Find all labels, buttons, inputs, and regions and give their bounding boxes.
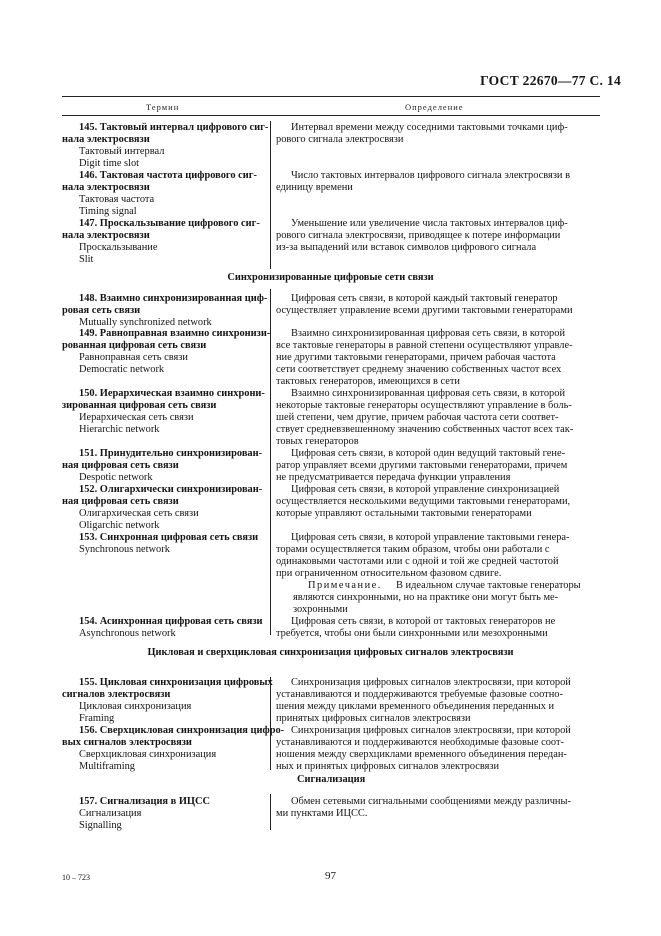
term-title-continued: нала электросвязи: [62, 182, 150, 193]
definition-line: при ограниченном относительном фазовом сдвиге.: [276, 568, 502, 579]
definition-line: Обмен сетевыми сигнальными сообщениями между различны-: [291, 796, 571, 807]
term-number-title: 153. Синхронная цифровая сеть связи: [79, 532, 259, 543]
term-title-continued: ная цифровая сеть связи: [62, 496, 179, 507]
definition-line: устанавливаются и поддерживаются требуемые фазовые соотно-: [276, 689, 563, 700]
term-number-title: 154. Асинхронная цифровая сеть связи: [79, 616, 263, 627]
definition-line: Синхронизация цифровых сигналов электросвязи, при которой: [291, 677, 571, 688]
note-line: являются синхронными, но на практике они могут быть ме-: [293, 592, 559, 603]
term-number-title: 156. Сверхцикловая синхронизация цифро-: [79, 725, 285, 736]
term-number-title: 152. Олигархически синхронизирован-: [79, 484, 263, 495]
definition-line: рового сигнала электросвязи, приводящее к потере информации: [276, 230, 561, 241]
term-english: Digit time slot: [79, 158, 140, 169]
term-english: Framing: [79, 713, 115, 724]
term-number-title: 150. Иерархическая взаимно синхрони-: [79, 388, 265, 399]
term-title-continued: рованная цифровая сеть связи: [62, 340, 207, 351]
definition-line: осуществляется несколькими ведущими тактовыми генераторами,: [276, 496, 571, 507]
definition-line: Число тактовых интервалов цифрового сигнала электросвязи в: [291, 170, 570, 181]
term-synonym: Иерархическая сеть связи: [79, 412, 194, 423]
definition-line: принятых цифровых сигналов электросвязи: [276, 713, 471, 724]
definition-line: Цифровая сеть связи, в которой каждый тактовый генератор: [291, 293, 558, 304]
term-english: Multiframing: [79, 761, 135, 772]
column-divider: [270, 794, 271, 830]
definition-line: все тактовые генераторы в равной степени осуществляют управле-: [276, 340, 573, 351]
term-number-title: 147. Проскальзывание цифрового сиг-: [79, 218, 260, 229]
term-english: Hierarchic network: [79, 424, 160, 435]
term-title-continued: нала электросвязи: [62, 230, 150, 241]
term-synonym: Равноправная сеть связи: [79, 352, 188, 363]
term-english: Signalling: [79, 820, 122, 831]
term-title-continued: ная цифровая сеть связи: [62, 460, 179, 471]
term-synonym: Тактовый интервал: [79, 146, 165, 157]
table-top-rule: [62, 96, 600, 97]
term-title-continued: сигналов электросвязи: [62, 689, 171, 700]
definition-line: ние другими тактовыми генераторами, причем рабочая частота: [276, 352, 556, 363]
definition-line: устанавливаются и поддерживаются необходимые фазовые соот-: [276, 737, 564, 748]
term-synonym: Сверхцикловая синхронизация: [79, 749, 217, 760]
note-line: В идеальном случае тактовые генераторы: [396, 580, 581, 591]
definition-line: осуществляет управление всеми другими тактовыми генераторами: [276, 305, 573, 316]
note-label: Примечание.: [308, 580, 382, 591]
term-number-title: 145. Тактовый интервал цифрового сиг-: [79, 122, 269, 133]
term-synonym: Олигархическая сеть связи: [79, 508, 199, 519]
term-title-continued: вых сигналов электросвязи: [62, 737, 192, 748]
term-english: Despotic network: [79, 472, 153, 483]
column-divider: [270, 121, 271, 269]
definition-line: Цифровая сеть связи, в которой от тактовых генераторов не: [291, 616, 556, 627]
definition-line: из-за выпадений или вставок символов цифрового сигнала: [276, 242, 537, 253]
term-english: Oligarchic network: [79, 520, 160, 531]
definition-line: Цифровая сеть связи, в которой управление тактовыми генера-: [291, 532, 570, 543]
term-synonym: Цикловая синхронизация: [79, 701, 192, 712]
definition-line: Синхронизация цифровых сигналов электросвязи, при которой: [291, 725, 571, 736]
term-english: Asynchronous network: [79, 628, 176, 639]
footer-code: 10 – 723: [62, 873, 90, 882]
section-heading: Сигнализация: [297, 774, 366, 785]
definition-line: некоторые тактовые генераторы осуществляют управление в боль-: [276, 400, 572, 411]
term-number-title: 155. Цикловая синхронизация цифровых: [79, 677, 273, 688]
column-divider: [270, 289, 271, 635]
page-header: ГОСТ 22670—77 С. 14: [480, 73, 621, 88]
term-english: Slit: [79, 254, 94, 265]
term-number-title: 148. Взаимно синхронизированная циф-: [79, 293, 268, 304]
section-heading: Синхронизированные цифровые сети связи: [227, 272, 434, 283]
definition-line: ми пунктами ИЦСС.: [276, 808, 368, 819]
definition-line: торами осуществляется таким образом, чтобы они работали с: [276, 544, 550, 555]
term-number-title: 151. Принудительно синхронизирован-: [79, 448, 263, 459]
section-heading: Цикловая и сверхцикловая синхронизация цифровых сигналов электросвязи: [147, 647, 514, 658]
definition-line: не предусматривается передача функции управления: [276, 472, 511, 483]
definition-line: Взаимно синхронизированная цифровая сеть связи, в которой: [291, 328, 566, 339]
definition-line: одинаковыми частотами или с одной и той же средней частотой: [276, 556, 559, 567]
definition-line: Цифровая сеть связи, в которой управление синхронизацией: [291, 484, 560, 495]
term-title-continued: зированная цифровая сеть связи: [62, 400, 217, 411]
term-number-title: 146. Тактовая частота цифрового сиг-: [79, 170, 257, 181]
definition-line: ношения между сверхциклами временного объединения передан-: [276, 749, 567, 760]
definition-line: которые управляют остальными тактовыми генераторами: [276, 508, 532, 519]
definition-line: единицу времени: [276, 182, 353, 193]
definition-line: Уменьшение или увеличение числа тактовых интервалов циф-: [291, 218, 568, 229]
definition-line: Интервал времени между соседними тактовыми точками циф-: [291, 122, 568, 133]
term-number-title: 149. Равноправная взаимно синхронизи-: [79, 328, 271, 339]
definition-line: Цифровая сеть связи, в которой один ведущий тактовый гене-: [291, 448, 566, 459]
definition-line: ствует средневзвешенному значению собственных частот всех так-: [276, 424, 574, 435]
column-header-definition: Определение: [405, 102, 464, 112]
term-title-continued: ровая сеть связи: [62, 305, 141, 316]
definition-line: шения между циклами временного объединения переданных и: [276, 701, 555, 712]
definition-line: ратор управляет всеми другими тактовыми генераторами, причем: [276, 460, 568, 471]
term-english: Mutually synchronized network: [79, 317, 212, 328]
term-english: Synchronous network: [79, 544, 170, 555]
column-header-term: Термин: [146, 102, 180, 112]
term-synonym: Тактовая частота: [79, 194, 155, 205]
table-header-rule: [62, 115, 600, 116]
definition-line: рового сигнала электросвязи: [276, 134, 404, 145]
definition-line: шей степени, чем другие, причем рабочая частота сети соответ-: [276, 412, 559, 423]
definition-line: тактовых генераторов, имеющихся в сети: [276, 376, 460, 387]
note-line: зохронными: [293, 604, 348, 615]
definition-line: требуется, чтобы они были синхронными или мезохронными: [276, 628, 548, 639]
definition-line: ных и принятых цифровых сигналов электросвязи: [276, 761, 500, 772]
column-divider: [270, 677, 271, 770]
term-synonym: Проскальзывание: [79, 242, 158, 253]
term-english: Timing signal: [79, 206, 137, 217]
term-synonym: Сигнализация: [79, 808, 142, 819]
definition-line: Взаимно синхронизированная цифровая сеть связи, в которой: [291, 388, 566, 399]
page-number: 97: [325, 870, 336, 882]
term-english: Democratic network: [79, 364, 165, 375]
definition-line: сети соответствует среднему значению собственных частот всех: [276, 364, 562, 375]
definition-line: товых генераторов: [276, 436, 359, 447]
term-number-title: 157. Сигнализация в ИЦСС: [79, 796, 211, 807]
term-title-continued: нала электросвязи: [62, 134, 150, 145]
